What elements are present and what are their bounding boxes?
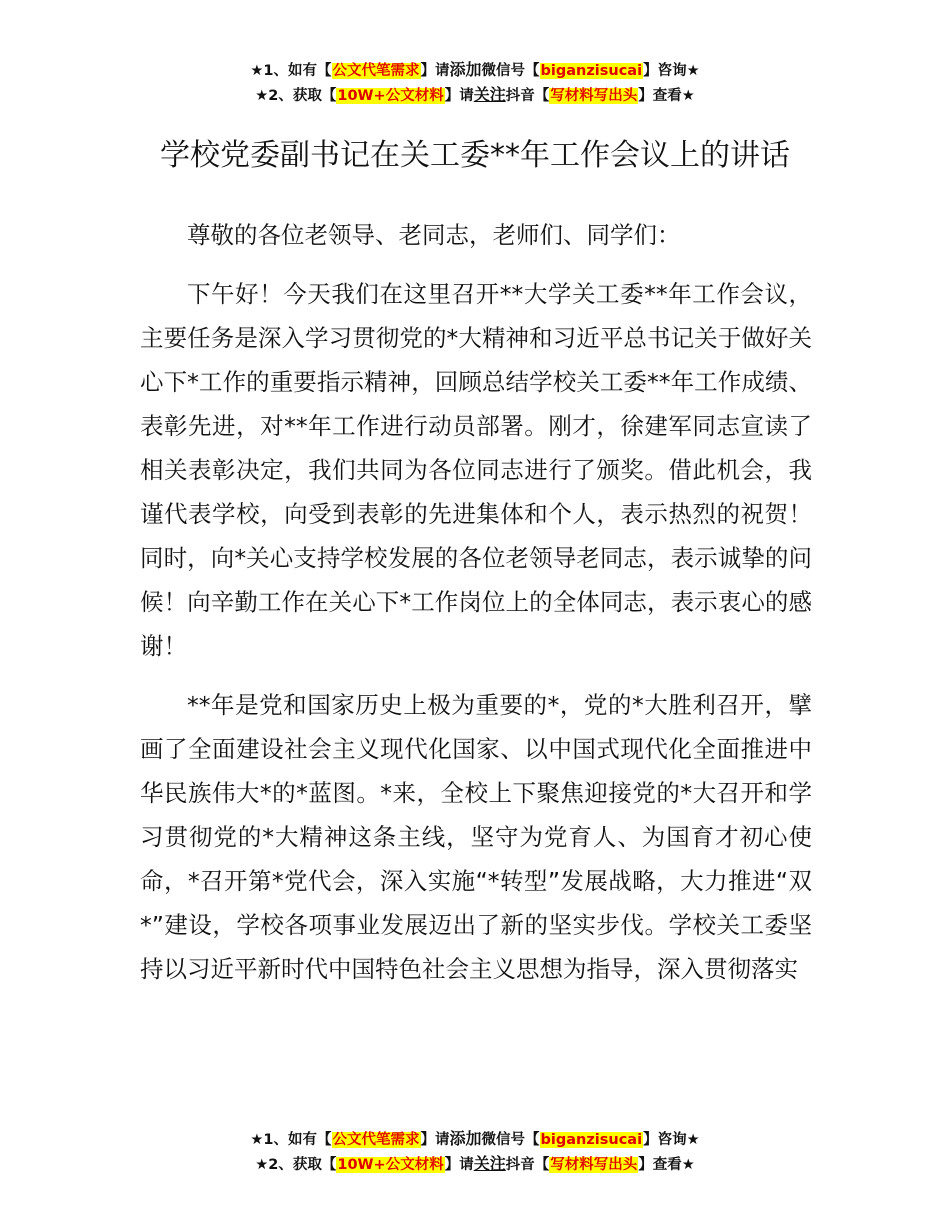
banner-text: 】请 <box>420 1132 450 1148</box>
banner-text: 】请 <box>420 63 450 79</box>
body-paragraph: 下午好！今天我们在这里召开**大学关工委**年工作会议，主要任务是深入学习贯彻党的*大精神和习近平总书记关于做好关心下*工作的重要指示精神，回顾总结学校关工委**年工作成绩、表彰先进，对**年工作进行动员部署。刚才，徐建军同志宣读了相关表彰决定，我们共同为各位同志进行了颁奖。借此机会，我谨代表学校，向受到表彰的先进集体和个人，表示热烈的祝贺！同时，向*关心支持学校发展的各位老领导老同志，表示诚挚的问候！向辛勤工作在关心下*工作岗位上的全体同志，表示衷心的感谢！ <box>140 280 812 660</box>
banner-highlight: 10W+公文材料 <box>337 88 444 104</box>
banner-highlight: 公文代笔需求 <box>332 1132 420 1148</box>
banner-wechat-id: biganzisucai <box>540 63 643 79</box>
banner-text: 抖音【 <box>505 1157 550 1173</box>
banner-text: 】查看★ <box>638 1157 695 1173</box>
footer-banner-line-2 <box>0 1152 950 1177</box>
banner-text: 抖音【 <box>505 88 550 104</box>
header-banner-line-1 <box>0 58 950 83</box>
banner-text: ★2、获取【 <box>255 1157 337 1173</box>
banner-text: 】咨询★ <box>643 63 700 79</box>
banner-text: 微信号【 <box>481 63 540 79</box>
banner-text: ★1、如有【 <box>250 63 332 79</box>
banner-text: 微信号【 <box>481 1132 540 1148</box>
banner-text: 】请 <box>444 1157 474 1173</box>
banner-wechat-id: biganzisucai <box>540 1132 643 1148</box>
salutation-paragraph: 尊敬的各位老领导、老同志，老师们、同学们： <box>187 221 681 249</box>
banner-highlight: 公文代笔需求 <box>332 63 420 79</box>
banner-emphasis: 添加 <box>449 60 482 79</box>
header-banner-line-2 <box>0 83 950 108</box>
banner-text: ★1、如有【 <box>250 1132 332 1148</box>
banner-douyin-id: 写材料写出头 <box>550 88 638 104</box>
banner-text: ★2、获取【 <box>255 88 337 104</box>
banner-emphasis: 关注 <box>473 1154 506 1173</box>
document-body <box>140 213 812 1006</box>
banner-highlight: 10W+公文材料 <box>337 1157 444 1173</box>
footer-banner-line-1 <box>0 1127 950 1152</box>
document-title: 学校党委副书记在关工委**年工作会议上的讲话 <box>160 138 790 174</box>
footer-banner <box>0 1127 950 1177</box>
banner-text: 】咨询★ <box>643 1132 700 1148</box>
banner-emphasis: 添加 <box>449 1129 482 1148</box>
banner-text: 】请 <box>444 88 474 104</box>
header-banner <box>0 58 950 108</box>
banner-emphasis: 关注 <box>473 85 506 104</box>
body-paragraph: **年是党和国家历史上极为重要的*，党的*大胜利召开，擘画了全面建设社会主义现代化国家、以中国式现代化全面推进中华民族伟大*的*蓝图。*来，全校上下聚焦迎接党的*大召开和学习贯彻党的*大精神这条主线，坚守为党育人、为国育才初心使命，*召开第*党代会，深入实施“*转型”发展战略，大力推进“双*”建设，学校各项事业发展迈出了新的坚实步伐。学校关工委坚持以习近平新时代中国特色社会主义思想为指导，深入贯彻落实 <box>140 691 812 983</box>
banner-text: 】查看★ <box>638 88 695 104</box>
banner-douyin-id: 写材料写出头 <box>550 1157 638 1173</box>
